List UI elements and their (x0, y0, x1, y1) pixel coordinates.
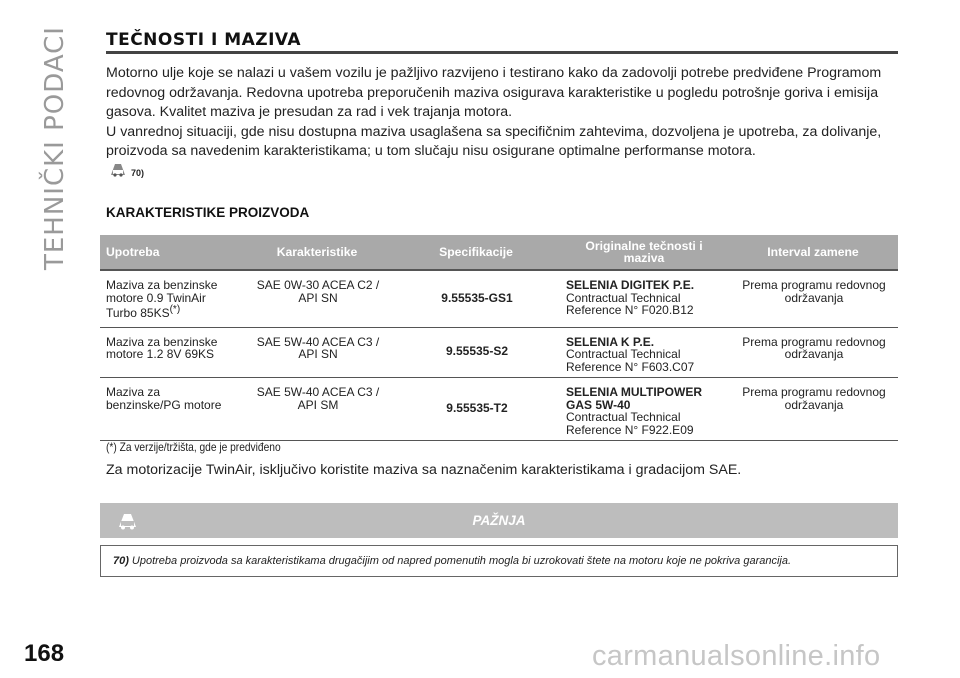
attention-banner (100, 503, 898, 538)
attention-note-text: Upotreba proizvoda sa karakteristikama drugačijim od napred pomenutih mogla bi uzrokovati štete na motoru koje ne pokriva garancija. (131, 555, 792, 567)
page-number: 168 (24, 640, 65, 667)
cell-characteristics: SAE 5W-40 ACEA C3 / API SM (242, 378, 392, 441)
watermark: carmanualsonline.info (592, 640, 881, 672)
cell-use: Maziva za benzinske/PG motore (100, 378, 242, 441)
table-row (100, 270, 898, 327)
cell-lubricant (560, 327, 728, 378)
footnote-marker: (*) (169, 304, 181, 315)
cell-use: Maziva za benzinske motore 0.9 TwinAir Turbo 85KS(*) (100, 270, 242, 327)
cell-specification: 9.55535-GS1 (392, 270, 560, 327)
attention-note (113, 555, 791, 567)
attention-label: PAŽNJA (472, 513, 526, 528)
lubricant-name: SELENIA DIGITEK P.E. (566, 278, 695, 292)
table-row (100, 378, 898, 441)
table-header-row (100, 235, 898, 270)
cell-characteristics: SAE 0W-30 ACEA C2 / API SN (242, 270, 392, 327)
warning-reference[interactable] (109, 160, 144, 178)
twinair-note: Za motorizacije TwinAir, isključivo koristite maziva sa naznačenim karakteristikama i gradacijom SAE. (106, 462, 742, 478)
product-characteristics-table (100, 235, 898, 441)
section-side-label (40, 26, 80, 270)
intro-paragraph-2: U vanrednoj situaciji, gde nisu dostupna maziva usaglašena sa specifičnim zahtevima, dozvoljena je upotreba, za dolivanje, proizvoda sa navedenim karakteristikama; u tom slučaju nisu osigurane optimalne performanse motora. (106, 123, 882, 159)
lubricant-reference: Contractual Technical Reference N° F603.C07 (566, 347, 695, 374)
warning-car-icon (109, 161, 127, 177)
cell-characteristics: SAE 5W-40 ACEA C3 / API SN (242, 327, 392, 378)
cell-interval: Prema programu redovnog održavanja (728, 327, 898, 378)
table-footnote: (*) Za verzije/tržišta, gde je predviđeno (106, 440, 281, 454)
lubricant-reference: Contractual Technical Reference N° F922.E09 (566, 410, 694, 437)
attention-note-box (100, 545, 898, 577)
lubricant-name: SELENIA MULTIPOWER GAS 5W-40 (566, 385, 702, 412)
title-divider (106, 51, 898, 54)
cell-lubricant (560, 270, 728, 327)
section-heading: KARAKTERISTIKE PROIZVODA (106, 205, 310, 220)
cell-specification: 9.55535-T2 (392, 378, 560, 441)
cell-specification: 9.55535-S2 (392, 327, 560, 378)
cell-lubricant (560, 378, 728, 441)
header-interval: Interval zamene (728, 235, 898, 270)
cell-interval: Prema programu redovnog održavanja (728, 270, 898, 327)
cell-interval: Prema programu redovnog održavanja (728, 378, 898, 441)
lubricant-name: SELENIA K P.E. (566, 334, 655, 349)
intro-text (106, 64, 906, 162)
lubricant-reference: Contractual Technical Reference N° F020.B12 (566, 290, 694, 317)
page-title: TEČNOSTI I MAZIVA (106, 30, 302, 50)
cell-use: Maziva za benzinske motore 1.2 8V 69KS (100, 327, 242, 378)
side-label-text: TEHNIČKI PODACI (40, 26, 70, 270)
header-specifications: Specifikacije (392, 235, 560, 270)
table-row (100, 327, 898, 378)
attention-note-number: 70) (113, 555, 129, 567)
header-use: Upotreba (100, 235, 242, 270)
header-original-lubricants: Originalne tečnosti i maziva (560, 235, 728, 270)
intro-paragraph-1: Motorno ulje koje se nalazi u vašem vozilu je pažljivo razvijeno i testirano kako da zadovolji potrebe predviđene Programom redovnog održavanja. Redovna upotreba preporučenih maziva osigurava karakteristike u pogledu potrošnje goriva i emisija gasova. Kvalitet maziva je presudan za rad i vek trajanja motora. (106, 65, 882, 120)
warning-reference-number: 70) (131, 168, 145, 178)
header-characteristics: Karakteristike (242, 235, 392, 270)
